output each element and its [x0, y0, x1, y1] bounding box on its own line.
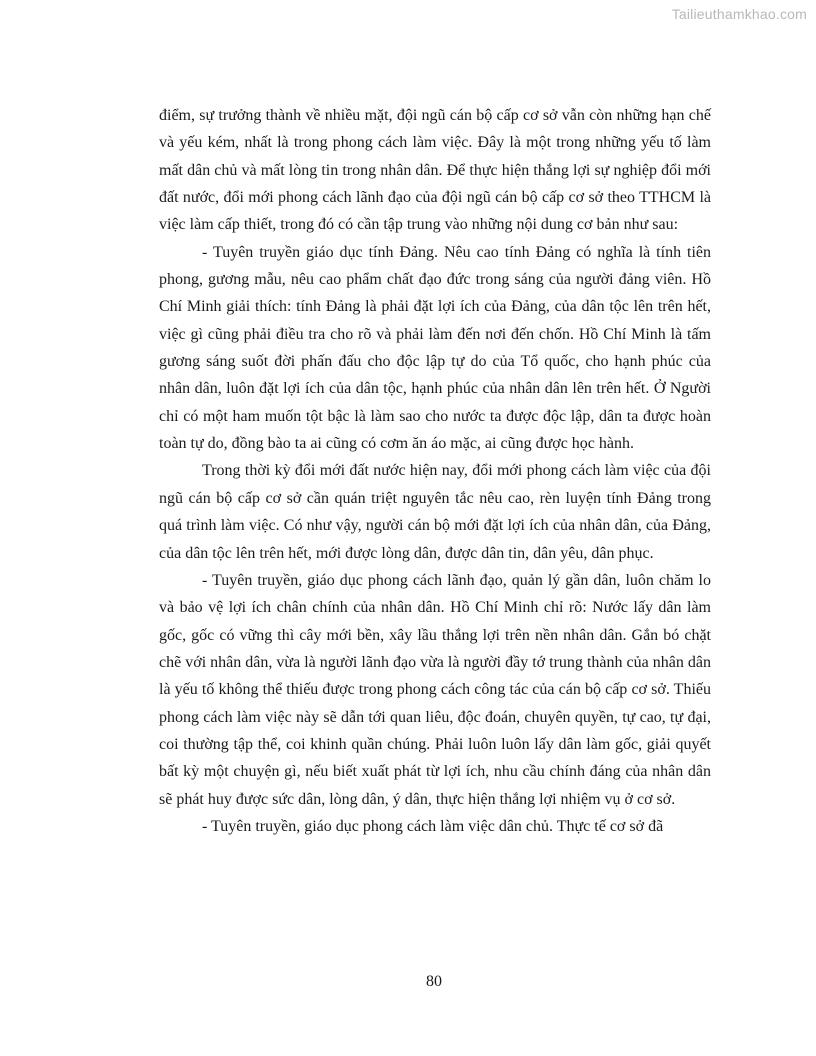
- paragraph-close-to-people: - Tuyên truyền, giáo dục phong cách lãnh đạo, quản lý gần dân, luôn chăm lo và bảo vệ lợi ích chân chính của nhân dân. Hồ Chí Minh chỉ rõ: Nước lấy dân làm gốc, gốc có vững thì cây mới bền, xây lầu thắng lợi trên nền nhân dân. Gắn bó chặt chẽ với nhân dân, vừa là người lãnh đạo vừa là người đầy tớ trung thành của nhân dân là yếu tố không thể thiếu được trong phong cách công tác của cán bộ cấp cơ sở. Thiếu phong cách làm việc này sẽ dẫn tới quan liêu, độc đoán, chuyên quyền, tự cao, tự đại, coi thường tập thể, coi khinh quần chúng. Phải luôn luôn lấy dân làm gốc, giải quyết bất kỳ một chuyện gì, nếu biết xuất phát từ lợi ích, nhu cầu chính đáng của nhân dân sẽ phát huy được sức dân, lòng dân, ý dân, thực hiện thắng lợi nhiệm vụ ở cơ sở.: [159, 571, 711, 808]
- document-body: [159, 102, 711, 840]
- page-number: 80: [426, 973, 442, 990]
- paragraph-continuation: điểm, sự trưởng thành về nhiều mặt, đội ngũ cán bộ cấp cơ sở vẫn còn những hạn chế và yếu kém, nhất là trong phong cách làm việc. Đây là một trong những yếu tố làm mất dân chủ và mất lòng tin trong nhân dân. Để thực hiện thắng lợi sự nghiệp đổi mới đất nước, đổi mới phong cách lãnh đạo của đội ngũ cán bộ cấp cơ sở theo TTHCM là việc làm cấp thiết, trong đó có cần tập trung vào những nội dung cơ bản như sau:: [159, 107, 711, 234]
- paragraph-renovation-period: Trong thời kỳ đổi mới đất nước hiện nay, đổi mới phong cách làm việc của đội ngũ cán bộ cấp cơ sở cần quán triệt nguyên tắc nêu cao, rèn luyện tính Đảng trong quá trình làm việc. Có như vậy, người cán bộ mới đặt lợi ích của nhân dân, của Đảng, của dân tộc lên trên hết, mới được lòng dân, được dân tin, dân yêu, dân phục.: [159, 462, 711, 562]
- paragraph-party-spirit: - Tuyên truyền giáo dục tính Đảng. Nêu cao tính Đảng có nghĩa là tính tiên phong, gương mẫu, nêu cao phẩm chất đạo đức trong sáng của người đảng viên. Hồ Chí Minh giải thích: tính Đảng là phải đặt lợi ích của Đảng, của dân tộc lên trên hết, việc gì cũng phải điều tra cho rõ và phải làm đến nơi đến chốn. Hồ Chí Minh là tấm gương sáng suốt đời phấn đấu cho độc lập tự do của Tổ quốc, cho hạnh phúc của nhân dân, luôn đặt lợi ích của dân tộc, hạnh phúc của nhân dân lên trên hết. Ở Người chỉ có một ham muốn tột bậc là làm sao cho nước ta được độc lập, dân ta được hoàn toàn tự do, đồng bào ta ai cũng có cơm ăn áo mặc, ai cũng được học hành.: [159, 243, 711, 453]
- watermark-text: Tailieuthamkhao.com: [671, 6, 807, 22]
- paragraph-democratic-style: - Tuyên truyền, giáo dục phong cách làm việc dân chủ. Thực tế cơ sở đã: [202, 817, 664, 835]
